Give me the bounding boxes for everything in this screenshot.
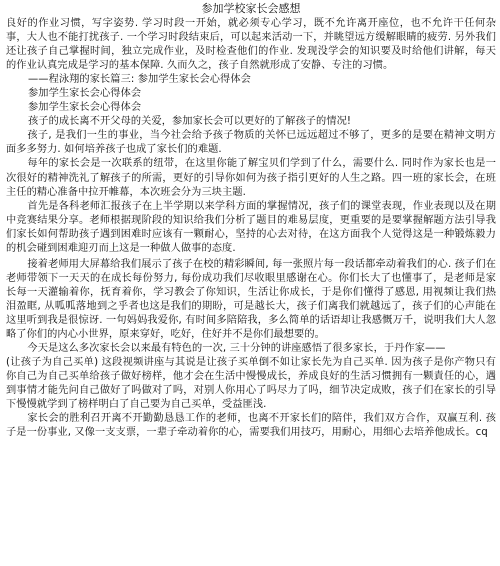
paragraph-8: 首先是各科老师汇报孩子在上半学期以来学科方面的掌握情况，孩子们的课堂表现，作业表现以及在期中竞赛结果分享。老师根据现阶段的知识给我们分析了题目的难易层度，更重要的是要掌握解题方法引导我们家长如何帮助孩子遇到困难时应该有一颗耐心，坚持的心去对待，在这方面我个人觉得这是一种锻炼毅力的机会碰到困难迎刃而上这是一种做人做事的态度.	[6, 200, 496, 254]
paragraph-10: 今天是这么多次家长会以来最有特色的一次, 三十分钟的讲座感悟了很多家长，于丹作家——	[27, 343, 446, 355]
paragraph-9: 接着老师用大屏幕给我们展示了孩子在校的精彩瞬间, 每一张照片每一段话都牵动着我们的心. 孩子们在老师带领下一天天的在成长每份努力, 每份成功我们尽收眼里感谢在心。你们长大了也懂事了，是老师是家长每一天灌输着你，抚育着你，学习教会了你知识，生活让你成长，于是你们懂得了感恩, 用视频让我们热泪盈眶, 从呱呱落地到之乎者也这是我们的期盼，可是越长大，孩子们离我们就越远了，孩子们的心声能在这里听到我是很惊讶. 一句妈妈我爱你, 有时间多陪陪我，多么简单的话语却让我感慨万千，说明我们大人忽略了你们的内心小世界，原来穿好，吃好，住好并不是你们最想要的。	[6, 258, 496, 341]
paragraph-11: (让孩子为自己买单) 这段视频讲座与其说是让孩子买单倒不如让家长先为自己买单. 因为孩子是你产物只有你自己为自己买单给孩子做好榜样，他才会在生活中慢慢成长，养成良好的生活习惯拥有一颗責任的心，遇到事情才能先问自己做好了吗做对了吗，对别人你用心了吗尽力了吗，细节决定成败，孩子们在家长的引导下慢慢就学到了榜样明白了自己要为自己买单，受益匪浅.	[6, 357, 496, 411]
paragraph-6: 孩子, 是我们一生的事业，当今社会给予孩子物质的关怀已远远超过不够了，更多的是要在精神文明方面多多努力. 如何培养孩子也成了家长们的难题.	[6, 130, 496, 156]
paragraph-3: 参加学生家长会心得体会	[28, 88, 142, 100]
paragraph-4: 参加学生家长会心得体会	[28, 102, 142, 114]
document-title: 参加学校家长会感想	[201, 2, 301, 15]
paragraph-1: 良好的作业习惯，写字姿势. 学习时段一开始，就必须专心学习，既不允许离开座位，也不允许干任何杂事，大人也不能打扰孩子. 一个学习时段结束后，可以起来活动一下，并眺望远方缓解眼睛的疲劳. 另外我们还让孩子自己掌握时间，独立完成作业，及时检查他们的作业. 发现没学会的知识要及时给他们讲解，每天的作业认真完成是学习的基本保障. 久而久之，孩子自然就形成了安静、专注的习惯。	[6, 18, 496, 72]
paragraph-2: ——程泳翔的家长篇三: 参加学生家长会心得体会	[28, 74, 251, 86]
paragraph-12: 家长会的胜利召开离不开勤勤恳恳工作的老师，也离不开家长们的陪伴，我们双方合作，双赢互利. 孩子是一份事业, 又像一支支票，一辈子牵动着你的心，需要我们用技巧，用耐心，用细心去培养他成长。cq	[6, 413, 496, 439]
paragraph-5: 孩子的成长离不开父母的关爱，参加家长会可以更好的了解孩子的情况!	[28, 116, 352, 128]
paragraph-7: 每年的家长会是一次联系的纽带，在这里你能了解宝贝们学到了什么，需要什么. 同时作为家长也是一次很好的精神洗礼了解孩子的所需，更好的引导你如何为孩子指引更好的人生之路。四一班的家长会，在班主任的精心准备中拉开帷幕，本次班会分为三块主题.	[6, 158, 496, 198]
